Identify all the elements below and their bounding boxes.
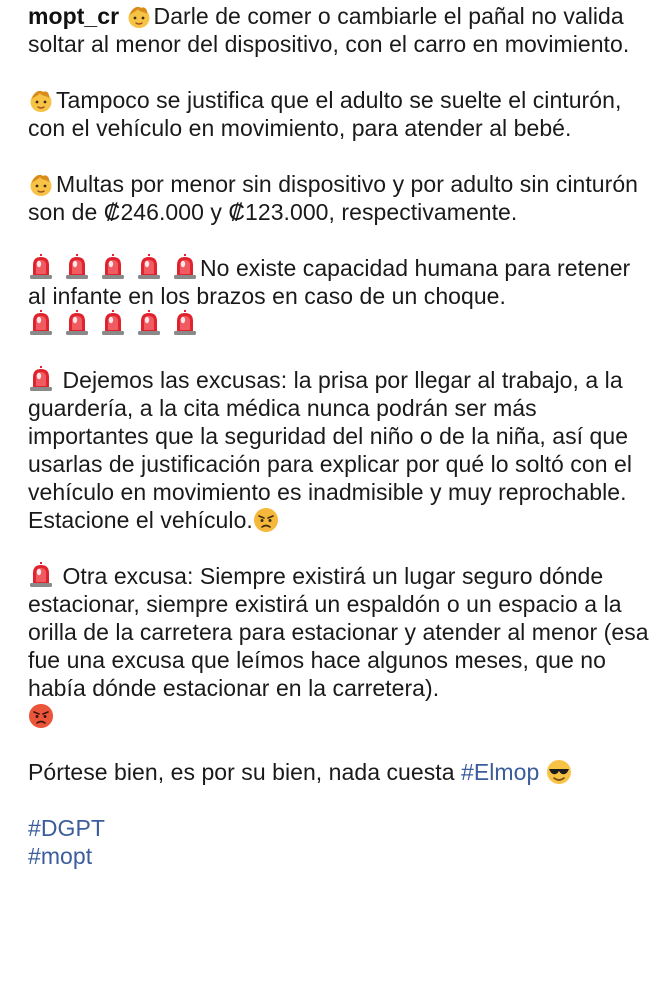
siren-icon [100, 254, 126, 280]
caption-paragraph-6 [28, 562, 653, 730]
siren-icon [136, 310, 162, 336]
caption-text-3: Multas por menor sin dispositivo y por adulto sin cinturón son de ₡246.000 y ₡123.000, respectivamente. [28, 171, 639, 225]
siren-icon [100, 310, 126, 336]
siren-icon [136, 254, 162, 280]
baby-face-icon [126, 3, 152, 29]
caption-text-4: No existe capacidad humana para retener al infante en los brazos en caso de un choque. [28, 255, 631, 309]
pouting-face-icon [28, 703, 54, 729]
caption-paragraph-5 [28, 366, 653, 534]
hashtag-mopt[interactable]: #mopt [28, 843, 93, 869]
caption-paragraph-1 [28, 2, 653, 58]
sunglasses-face-icon [546, 759, 572, 785]
siren-icon [28, 254, 54, 280]
hashtag-dgpt[interactable]: #DGPT [28, 815, 105, 841]
caption-text-2: Tampoco se justifica que el adulto se suelte el cinturón, con el vehículo en movimiento, para atender al bebé. [28, 87, 622, 141]
hashtag-elmop[interactable]: #Elmop [461, 759, 540, 785]
caption-paragraph-4 [28, 254, 653, 338]
caption-text-5: Dejemos las excusas: la prisa por llegar al trabajo, a la guardería, a la cita médica nunca podrán ser más importantes que la seguridad del niño o de la niña, así que usarlas de justificación para explicar por qué lo soltó con el vehículo en movimiento es inadmisible y muy reprochable. Estacione el vehículo. [28, 367, 632, 533]
siren-icon [28, 366, 54, 392]
angry-face-icon [253, 507, 279, 533]
baby-face-icon [28, 171, 54, 197]
siren-icon [28, 310, 54, 336]
siren-icon [64, 254, 90, 280]
post-username[interactable]: mopt_cr [28, 3, 120, 29]
caption-paragraph-7 [28, 758, 653, 786]
post-caption [28, 2, 653, 870]
siren-icon [64, 310, 90, 336]
caption-text-1: Darle de comer o cambiarle el pañal no valida soltar al menor del dispositivo, con el carro en movimiento. [28, 3, 630, 57]
siren-icon [28, 562, 54, 588]
caption-text-6: Otra excusa: Siempre existirá un lugar seguro dónde estacionar, siempre existirá un espaldón o un espacio a la orilla de la carretera para estacionar y atender al menor (esa fue una excusa que leímos hace algunos meses, que no había dónde estacionar en la carretera). [28, 563, 649, 701]
caption-paragraph-3 [28, 170, 653, 226]
hashtag-block [28, 814, 653, 870]
caption-text-7: Pórtese bien, es por su bien, nada cuesta [28, 759, 461, 785]
siren-icon [172, 254, 198, 280]
baby-face-icon [28, 87, 54, 113]
siren-icon [172, 310, 198, 336]
caption-paragraph-2 [28, 86, 653, 142]
